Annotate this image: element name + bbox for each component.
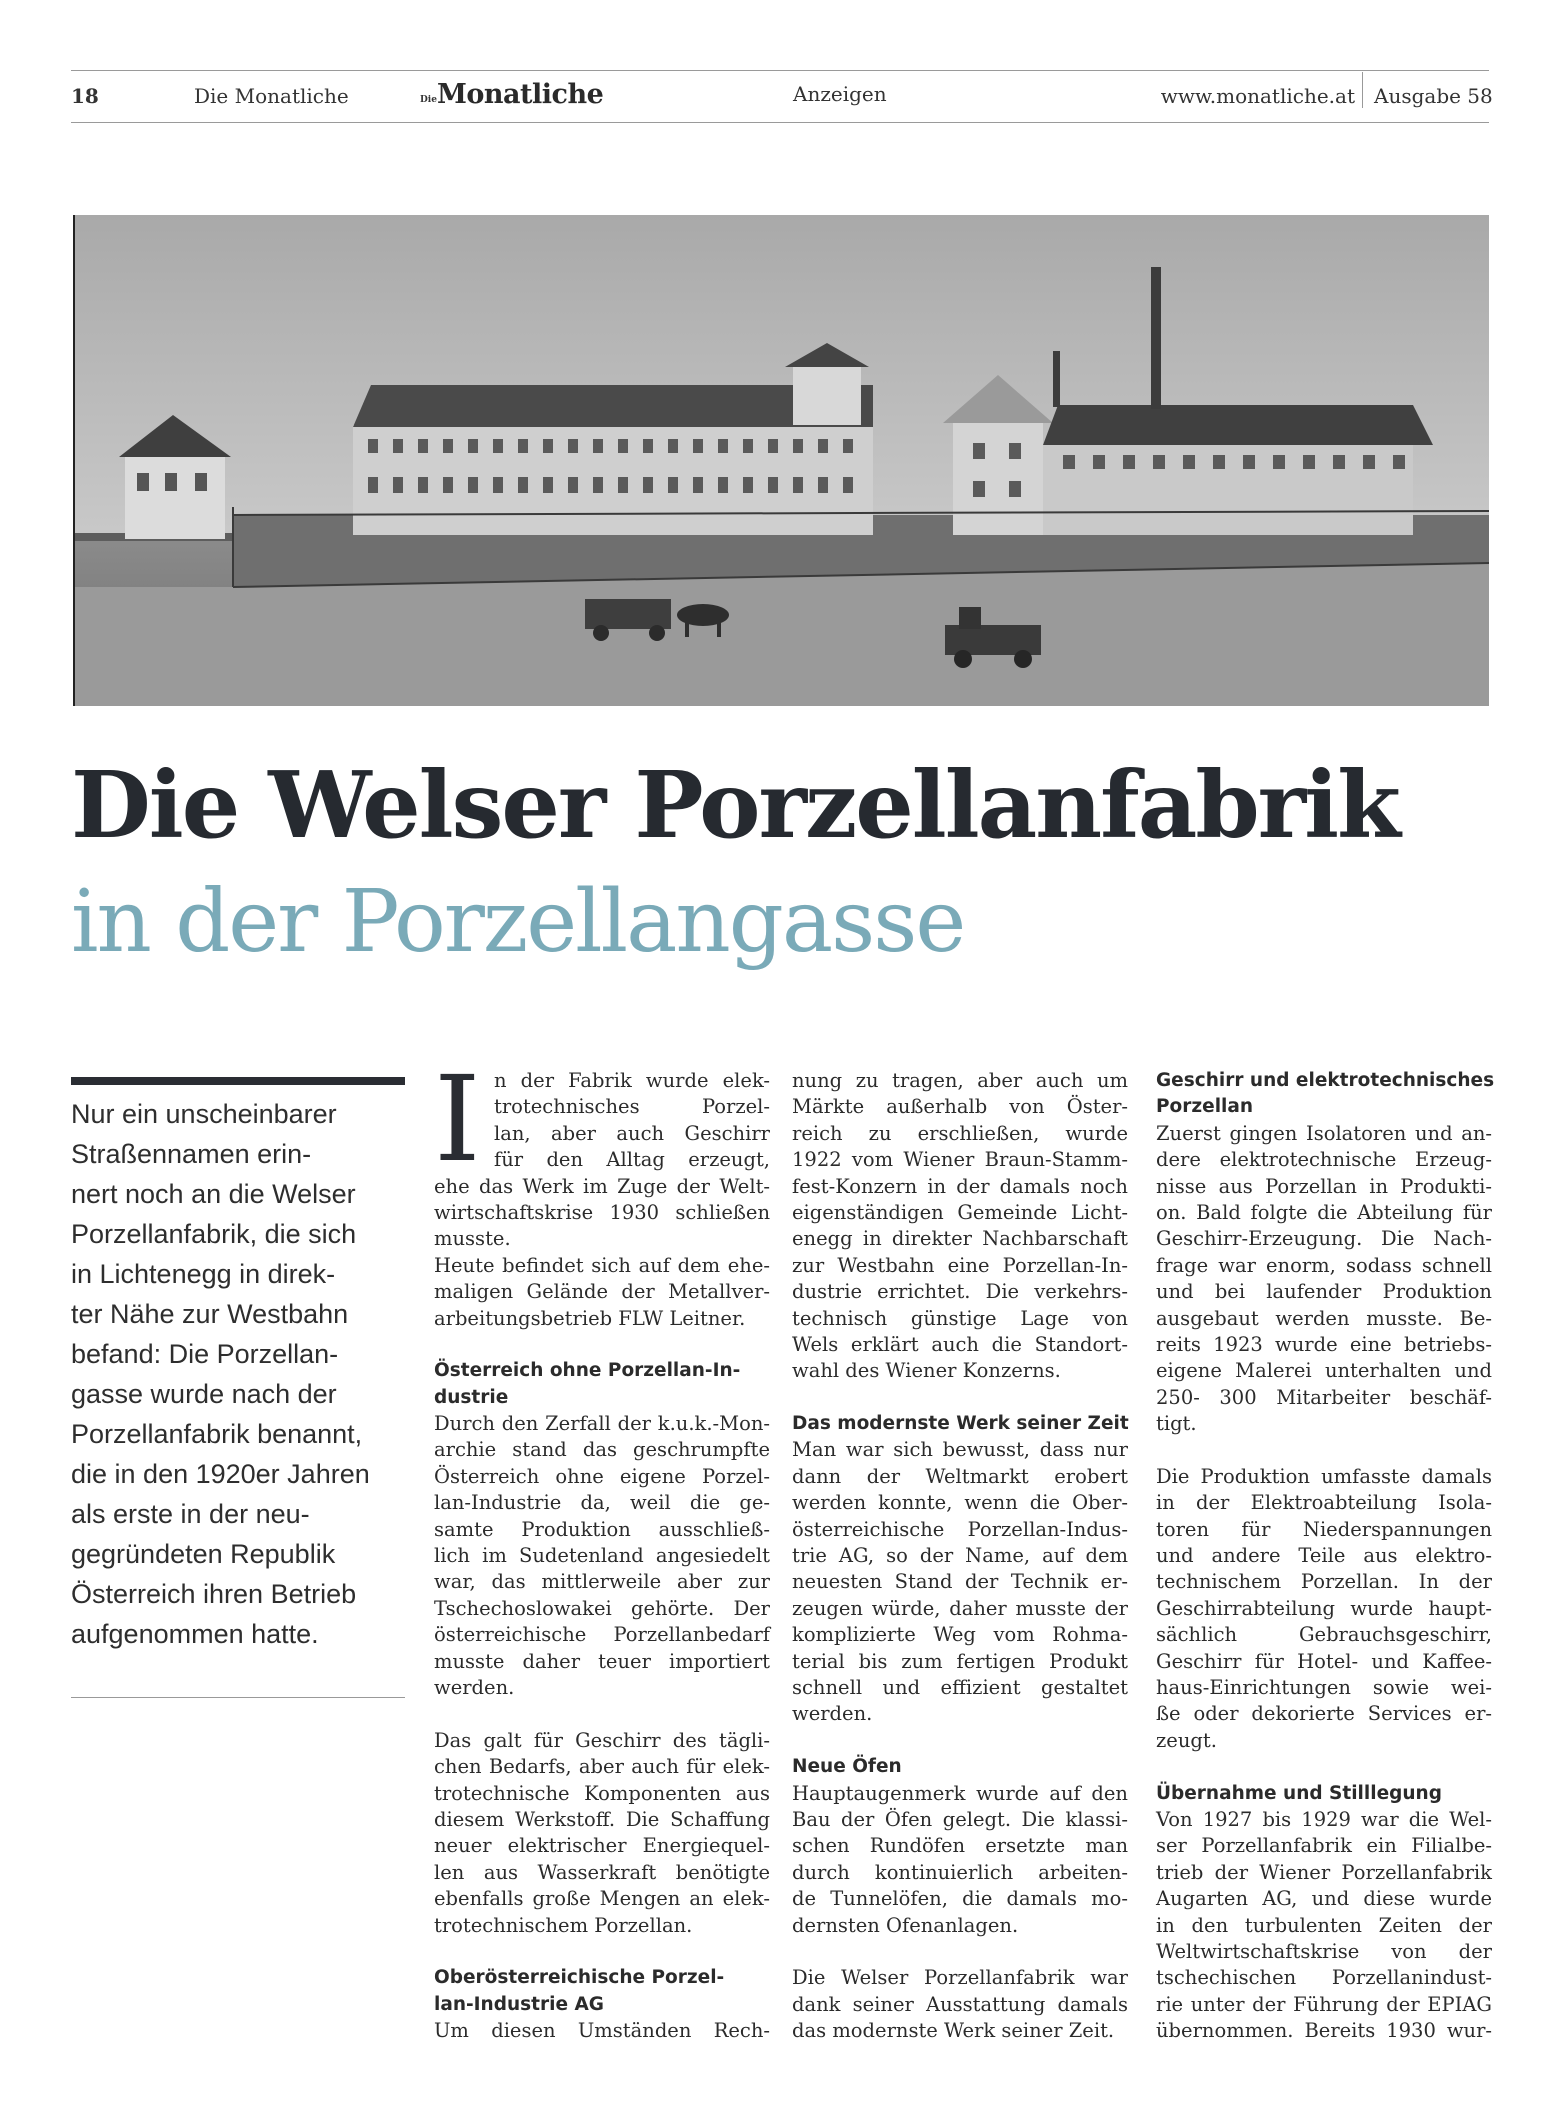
intro-line: Porzellanfabrik benannt, <box>71 1419 363 1449</box>
body-text-line: reits 1923 wurde eine betriebs- <box>1156 1332 1492 1356</box>
intro-line: Porzellanfabrik, die sich <box>71 1219 357 1249</box>
body-text-line: Bau der Öfen gelegt. Die klassi- <box>792 1807 1128 1831</box>
body-text-line: sächlich Gebrauchsgeschirr, <box>1156 1623 1492 1647</box>
header-separator <box>1362 72 1363 108</box>
body-text-line: terial bis zum fertigen Produkt <box>792 1649 1128 1673</box>
paragraph-gap <box>434 1332 770 1358</box>
section-heading-line: lan-Industrie AG <box>434 1993 604 2015</box>
body-text-line: war, das mittlerweile aber zur <box>434 1570 770 1594</box>
body-text-line: Wels erklärt auch die Standort- <box>792 1332 1128 1356</box>
paragraph-gap <box>1156 1754 1492 1780</box>
body-text-line: frage war enorm, sodass schnell <box>1156 1253 1492 1277</box>
body-text-line: tigt. <box>1156 1412 1197 1436</box>
body-text-line: chen Bedarfs, aber auch für elek- <box>434 1755 770 1779</box>
intro-line: Straßennamen erin- <box>71 1139 312 1169</box>
body-text-line: 250- 300 Mitarbeiter beschäf- <box>1156 1385 1492 1409</box>
body-text-line: trie AG, so der Name, auf dem <box>792 1544 1128 1568</box>
body-text-line: für den Alltag erzeugt, <box>494 1148 770 1172</box>
body-text-line: übernommen. Bereits 1930 wur- <box>1156 2019 1492 2043</box>
body-column-3 <box>1156 1068 1495 2044</box>
body-column-1 <box>434 1068 770 2044</box>
section-label: Anzeigen <box>793 82 887 106</box>
logo-word: Monatliche <box>437 79 604 110</box>
body-text-line: fest-Konzern in der damals noch <box>792 1174 1128 1198</box>
intro-line: befand: Die Porzellan- <box>71 1339 339 1369</box>
paragraph-gap <box>1156 1437 1492 1463</box>
body-text-line: dere elektrotechnische Erzeug- <box>1156 1148 1492 1172</box>
body-text-line: trotechnische Komponenten aus <box>434 1781 770 1805</box>
intro-line: aufgenommen hatte. <box>71 1619 319 1649</box>
section-heading-line: Porzellan <box>1156 1096 1254 1118</box>
header-bottom-rule <box>71 122 1489 123</box>
body-text-line: Das galt für Geschirr des tägli- <box>434 1728 770 1752</box>
body-text-line: durch kontinuierlich arbeiten- <box>792 1860 1128 1884</box>
intro-line: ter Nähe zur Westbahn <box>71 1299 349 1329</box>
page-number: 18 <box>71 84 99 108</box>
body-text-line: schen Rundöfen ersetzte man <box>792 1834 1128 1858</box>
body-text-line: in der Elektroabteilung Isola- <box>1156 1491 1492 1515</box>
body-text-line: lich im Sudetenland angesiedelt <box>434 1544 770 1568</box>
section-heading-line: dustrie <box>434 1386 509 1408</box>
section-heading-line: Neue Öfen <box>792 1756 902 1778</box>
body-text-line: diesem Werkstoff. Die Schaffung <box>434 1807 770 1831</box>
body-text-line: on. Bald folgte die Abteilung für <box>1156 1200 1492 1224</box>
article-subheadline: in der Porzellangasse <box>71 872 965 972</box>
section-heading-line: Oberösterreichische Porzel- <box>434 1967 725 1989</box>
body-text-line: österreichische Porzellan-Indus- <box>792 1517 1128 1541</box>
issue-number: Ausgabe 58 <box>1374 84 1493 108</box>
section-heading-line: Das modernste Werk seiner Zeit <box>792 1413 1129 1435</box>
body-text-line: enegg in direkter Nachbarschaft <box>792 1227 1128 1251</box>
body-text-line: Die Welser Porzellanfabrik war <box>792 1966 1128 1990</box>
body-text-line: n der Fabrik wurde elek- <box>494 1069 770 1092</box>
body-text-line: eigenständigen Gemeinde Licht- <box>792 1200 1128 1224</box>
body-text-line: Man war sich bewusst, dass nur <box>792 1438 1128 1462</box>
body-text-line: ehe das Werk im Zuge der Welt- <box>434 1174 770 1198</box>
intro-line: die in den 1920er Jahren <box>71 1459 370 1489</box>
body-text-line: len aus Wasserkraft benötigte <box>434 1860 770 1884</box>
body-text-line: Augarten AG, und diese wurde <box>1156 1887 1492 1911</box>
body-text-line: musste daher teuer importiert <box>434 1649 770 1673</box>
body-text-line: lan, aber auch Geschirr <box>494 1121 770 1145</box>
body-text-line: de Tunnelöfen, die damals mo- <box>792 1887 1128 1911</box>
body-text-line: komplizierte Weg vom Rohma- <box>792 1623 1128 1647</box>
body-text-line: Die Produktion umfasste damals <box>1156 1464 1492 1488</box>
article-headline: Die Welser Porzellanfabrik <box>71 751 1399 859</box>
intro-line: nert noch an die Welser <box>71 1179 356 1209</box>
body-text-line: reich zu erschließen, wurde <box>792 1121 1128 1145</box>
body-text-line: neuer elektrischer Energiequel- <box>434 1834 770 1858</box>
body-text-line: technischem Porzellan. In der <box>1156 1570 1492 1594</box>
intro-line: gasse wurde nach der <box>71 1379 337 1409</box>
body-column-2 <box>792 1068 1128 2044</box>
body-text-line: Durch den Zerfall der k.u.k.-Mon- <box>434 1412 770 1436</box>
body-text-line: Zuerst gingen Isolatoren und an- <box>1156 1121 1492 1145</box>
body-text-line: toren für Niederspannungen <box>1156 1517 1492 1541</box>
body-text-line: Märkte außerhalb von Öster- <box>792 1095 1128 1119</box>
body-text-line: ebenfalls große Mengen an elek- <box>434 1887 770 1911</box>
body-text-line: wirtschaftskrise 1930 schließen <box>434 1200 770 1224</box>
intro-line: Österreich ihren Betrieb <box>71 1579 357 1609</box>
body-text-line: Geschirr für Hotel- und Kaffee- <box>1156 1649 1492 1673</box>
section-heading-line: Geschirr und elektrotechnisches <box>1156 1070 1495 1091</box>
body-text-line: zur Westbahn eine Porzellan-In- <box>792 1253 1128 1277</box>
body-text-line: ausgebaut werden musste. Be- <box>1156 1306 1492 1330</box>
body-text-line: Österreich ohne eigene Porzel- <box>434 1464 770 1488</box>
body-text-line: Um diesen Umständen Rech- <box>434 2019 770 2043</box>
paragraph-gap <box>434 1701 770 1727</box>
paragraph-gap <box>792 1385 1128 1411</box>
publication-name: Die Monatliche <box>194 84 349 108</box>
body-text-line: wahl des Wiener Konzerns. <box>792 1359 1061 1383</box>
body-text-line: haus-Einrichtungen sowie wei- <box>1156 1675 1492 1699</box>
body-text-line: Heute befindet sich auf dem ehe- <box>434 1253 770 1277</box>
intro-bottom-rule <box>71 1697 405 1698</box>
body-text-line: in den turbulenten Zeiten der <box>1156 1913 1492 1937</box>
body-text-line: Tschechoslowakei gehörte. Der <box>434 1596 770 1620</box>
body-text-line: dann der Weltmarkt erobert <box>792 1464 1128 1488</box>
intro-line: als erste in der neu- <box>71 1499 310 1529</box>
body-text-line: österreichische Porzellanbedarf <box>434 1623 770 1647</box>
paragraph-gap <box>792 1728 1128 1754</box>
paragraph-gap <box>792 1939 1128 1965</box>
body-text-line: neuesten Stand der Technik er- <box>792 1570 1128 1594</box>
drop-cap: I <box>434 1050 481 1188</box>
body-text-line: samte Produktion ausschließ- <box>434 1517 770 1541</box>
body-text-line: das modernste Werk seiner Zeit. <box>792 2019 1115 2043</box>
body-text-line: arbeitungsbetrieb FLW Leitner. <box>434 1306 746 1330</box>
body-text-line: schnell und effizient gestaltet <box>792 1675 1128 1699</box>
body-text-line: eigene Malerei unterhalten und <box>1156 1359 1492 1383</box>
body-text-line: technisch günstige Lage von <box>792 1306 1128 1330</box>
body-text-line: ser Porzellanfabrik ein Filialbe- <box>1156 1834 1492 1858</box>
body-text-line: Hauptaugenmerk wurde auf den <box>792 1781 1128 1805</box>
body-text-line: 1922 vom Wiener Braun-Stamm- <box>792 1148 1128 1172</box>
intro-top-rule <box>71 1077 405 1085</box>
body-text-line: Weltwirtschaftskrise von der <box>1156 1939 1492 1963</box>
body-text-line: ße oder dekorierte Services er- <box>1156 1702 1492 1726</box>
body-text-line: Von 1927 bis 1929 war die Wel- <box>1156 1807 1492 1831</box>
website-link[interactable]: www.monatliche.at <box>1160 84 1355 108</box>
factory-photo <box>73 215 1489 706</box>
intro-line: in Lichtenegg in direk- <box>71 1259 336 1289</box>
section-heading-line: Übernahme und Stilllegung <box>1156 1782 1442 1804</box>
body-text-line: rie unter der Führung der EPIAG <box>1156 1992 1492 2016</box>
intro-line: gegründeten Republik <box>71 1539 336 1569</box>
intro-lead <box>71 1094 411 1654</box>
body-text-line: nisse aus Porzellan in Produkti- <box>1156 1174 1492 1198</box>
publication-logo <box>420 80 603 110</box>
body-text-line: lan-Industrie da, weil die ge- <box>434 1491 770 1515</box>
body-text-line: werden. <box>792 1702 873 1726</box>
header-top-rule <box>71 70 1489 71</box>
body-text-line: werden konnte, wenn die Ober- <box>792 1491 1128 1515</box>
body-text-line: musste. <box>434 1227 511 1251</box>
body-text-line: trotechnisches Porzel- <box>494 1095 770 1119</box>
body-text-line: zeugt. <box>1156 1728 1217 1752</box>
body-text-line: trotechnischem Porzellan. <box>434 1913 693 1937</box>
body-text-line: nung zu tragen, aber auch um <box>792 1069 1128 1092</box>
body-text-line: trieb der Wiener Porzellanfabrik <box>1156 1860 1492 1884</box>
body-text-line: tschechischen Porzellanindust- <box>1156 1966 1492 1990</box>
logo-article: Die <box>420 95 437 105</box>
body-text-line: Geschirr-Erzeugung. Die Nach- <box>1156 1227 1492 1251</box>
intro-line: Nur ein unscheinbarer <box>71 1099 337 1129</box>
body-text-line: dernsten Ofenanlagen. <box>792 1913 1019 1937</box>
body-text-line: und andere Teile aus elektro- <box>1156 1544 1492 1568</box>
body-text-line: maligen Gelände der Metallver- <box>434 1280 770 1304</box>
body-text-line: archie stand das geschrumpfte <box>434 1438 770 1462</box>
body-text-line: dustrie errichtet. Die verkehrs- <box>792 1280 1128 1304</box>
body-text-line: werden. <box>434 1675 515 1699</box>
body-text-line: und bei laufender Produktion <box>1156 1280 1492 1304</box>
body-text-line: Geschirrabteilung wurde haupt- <box>1156 1596 1492 1620</box>
body-text-line: zeugen würde, daher musste der <box>792 1596 1128 1620</box>
section-heading-line: Österreich ohne Porzellan-In- <box>434 1360 741 1382</box>
paragraph-gap <box>434 1939 770 1965</box>
body-text-line: dank seiner Ausstattung damals <box>792 1992 1128 2016</box>
